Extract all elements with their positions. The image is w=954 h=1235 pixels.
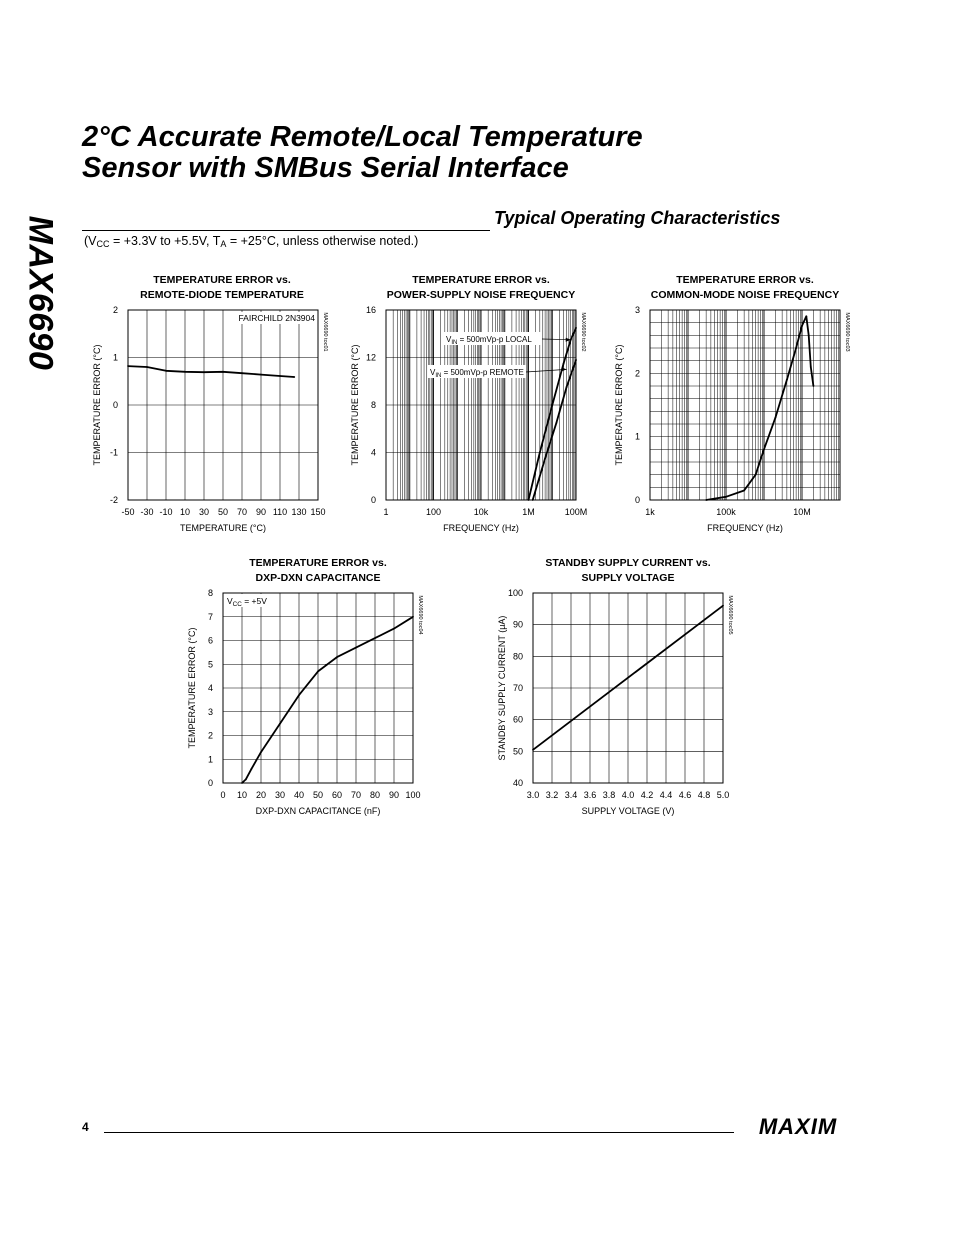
y-tick-label: 8 [370,400,376,410]
x-axis-label: DXP-DXN CAPACITANCE (nF) [255,806,381,816]
series-label-sub: IN [435,373,442,379]
x-tick-label: 3.6 [583,790,597,800]
y-tick-label: 8 [207,588,213,598]
y-tick-label: 40 [512,778,523,788]
x-tick-label: 4.6 [678,790,692,800]
page-title-line1: 2°C Accurate Remote/Local Temperature [82,121,643,153]
x-axis-label: TEMPERATURE (°C) [180,523,266,533]
y-tick-label: 6 [207,635,213,646]
x-tick-label: 0 [220,790,226,800]
x-tick-label: 1M [522,507,535,517]
y-tick-label: 50 [512,746,523,757]
y-tick-label: 0 [112,400,118,410]
chart-annotation-pre: V [227,596,233,606]
grid [533,593,723,783]
x-tick-label: 3.0 [526,790,540,800]
chart-title-line2: REMOTE-DIODE TEMPERATURE [140,289,304,301]
y-tick-label: 3 [207,706,213,717]
chart-code: MAX6690 toc02 [580,312,586,352]
chart-annotation: FAIRCHILD 2N3904 [238,313,315,323]
y-tick-label: 5 [207,659,213,670]
x-tick-label: 10k [473,507,489,517]
y-tick-label: 4 [207,683,213,693]
y-tick-label: 1 [207,754,213,765]
chart-title-line1: TEMPERATURE ERROR vs. [249,557,387,569]
y-tick-label: 90 [512,619,523,630]
conditions-prefix: (V [84,234,97,248]
chart-annotation-sub: CC [232,601,242,608]
x-tick-label: 50 [312,790,324,800]
x-tick-label: 10 [179,507,191,517]
y-tick-label: 7 [207,611,213,622]
page-title-line2: Sensor with SMBus Serial Interface [82,152,569,184]
chart-code: MAX6690 toc05 [727,595,733,635]
chart-code: MAX6690 toc04 [417,595,423,635]
y-tick-label: 100 [507,588,523,598]
chart-title-line1: TEMPERATURE ERROR vs. [153,274,291,286]
series-label-pre: V [430,368,436,377]
x-tick-label: 4.0 [621,790,635,800]
y-tick-label: 0 [370,495,376,505]
y-axis-label: TEMPERATURE ERROR (°C) [92,344,102,466]
footer-rule [104,1132,734,1133]
x-tick-label: 30 [198,507,210,517]
chart-title-line2: SUPPLY VOLTAGE [581,572,675,584]
chart-title-line2: POWER-SUPPLY NOISE FREQUENCY [386,289,576,301]
series-label-pre: V [446,335,452,344]
x-tick-label: 40 [293,790,305,800]
x-tick-label: 130 [291,507,307,517]
y-tick-label: 2 [112,305,118,315]
y-axis-label: TEMPERATURE ERROR (°C) [187,627,197,749]
y-tick-label: 0 [634,495,640,505]
chart-title-line1: STANDBY SUPPLY CURRENT vs. [545,557,711,569]
series-label-post: = 500mVp-p LOCAL [457,335,532,344]
y-tick-label: 0 [207,778,213,788]
y-tick-label: 2 [634,368,640,379]
y-tick-label: 2 [207,730,213,741]
x-tick-label: 1k [645,507,655,517]
y-axis-label: TEMPERATURE ERROR (°C) [350,344,360,466]
y-tick-label: -1 [109,447,118,458]
x-axis-label: FREQUENCY (Hz) [707,523,783,533]
data-point [722,605,724,607]
y-axis-label: STANDBY SUPPLY CURRENT (μA) [497,615,507,761]
maxim-logo-text: MAXIM [758,1114,838,1139]
conditions-suffix: = +25°C, unless otherwise noted.) [226,234,419,248]
x-tick-label: 3.2 [545,790,559,800]
x-tick-label: 70 [236,507,248,517]
x-tick-label: 100 [425,507,442,517]
x-tick-label: 20 [255,790,267,800]
series-label-sub: IN [451,340,458,346]
chart-title-line1: TEMPERATURE ERROR vs. [676,274,814,286]
y-tick-label: 80 [512,651,523,662]
x-tick-label: 90 [255,507,267,517]
y-tick-label: 4 [370,447,376,458]
section-title: Typical Operating Characteristics [494,208,781,228]
x-tick-label: 90 [388,790,400,800]
y-tick-label: 60 [512,714,523,725]
x-tick-label: 100k [716,507,736,517]
y-axis-label: TEMPERATURE ERROR (°C) [614,344,624,466]
chart-title-line2: COMMON-MODE NOISE FREQUENCY [650,289,840,301]
x-tick-label: 10M [793,507,811,517]
maxim-logo [742,1112,854,1140]
chart-code: MAX6690 toc03 [844,312,850,352]
x-tick-label: 70 [350,790,362,800]
x-tick-label: 4.4 [659,790,673,800]
x-axis-label: FREQUENCY (Hz) [443,523,519,533]
y-tick-label: 1 [634,431,640,442]
x-tick-label: 1 [383,507,389,517]
page-number: 4 [82,1120,89,1134]
y-tick-label: 70 [512,683,523,693]
side-part-number-text: MAX6690 [21,215,60,371]
y-tick-label: 1 [112,352,118,363]
chart-title-line2: DXP-DXN CAPACITANCE [255,572,381,584]
x-tick-label: 30 [274,790,286,800]
conditions-middle: = +3.3V to +5.5V, T [109,234,221,248]
chart-annotation-post: = +5V [241,596,267,606]
x-tick-label: 4.2 [640,790,654,800]
x-tick-label: 3.8 [602,790,616,800]
x-tick-label: -30 [140,507,154,517]
conditions-ta-sub: A [220,239,227,249]
y-tick-label: -2 [109,495,118,505]
x-tick-label: 110 [272,507,288,517]
y-tick-label: 16 [365,305,376,315]
chart-code: MAX6690 toc01 [322,312,328,352]
x-tick-label: 3.4 [564,790,578,800]
x-tick-label: 4.8 [697,790,711,800]
x-tick-label: 80 [369,790,381,800]
x-tick-label: 100 [405,790,421,800]
series-label-post: = 500mVp-p REMOTE [441,368,524,377]
x-tick-label: 100M [564,507,588,517]
x-tick-label: 10 [236,790,248,800]
x-tick-label: 60 [331,790,343,800]
x-tick-label: -10 [159,507,173,517]
x-tick-label: 50 [217,507,229,517]
x-tick-label: 150 [310,507,326,517]
conditions-vcc-sub: CC [96,239,110,249]
y-tick-label: 3 [634,305,640,315]
x-tick-label: 5.0 [716,790,730,800]
chart-title-line1: TEMPERATURE ERROR vs. [412,274,550,286]
x-axis-label: SUPPLY VOLTAGE (V) [581,806,675,816]
x-tick-label: -50 [121,507,135,517]
y-tick-label: 12 [365,352,376,363]
data-point [532,749,534,751]
